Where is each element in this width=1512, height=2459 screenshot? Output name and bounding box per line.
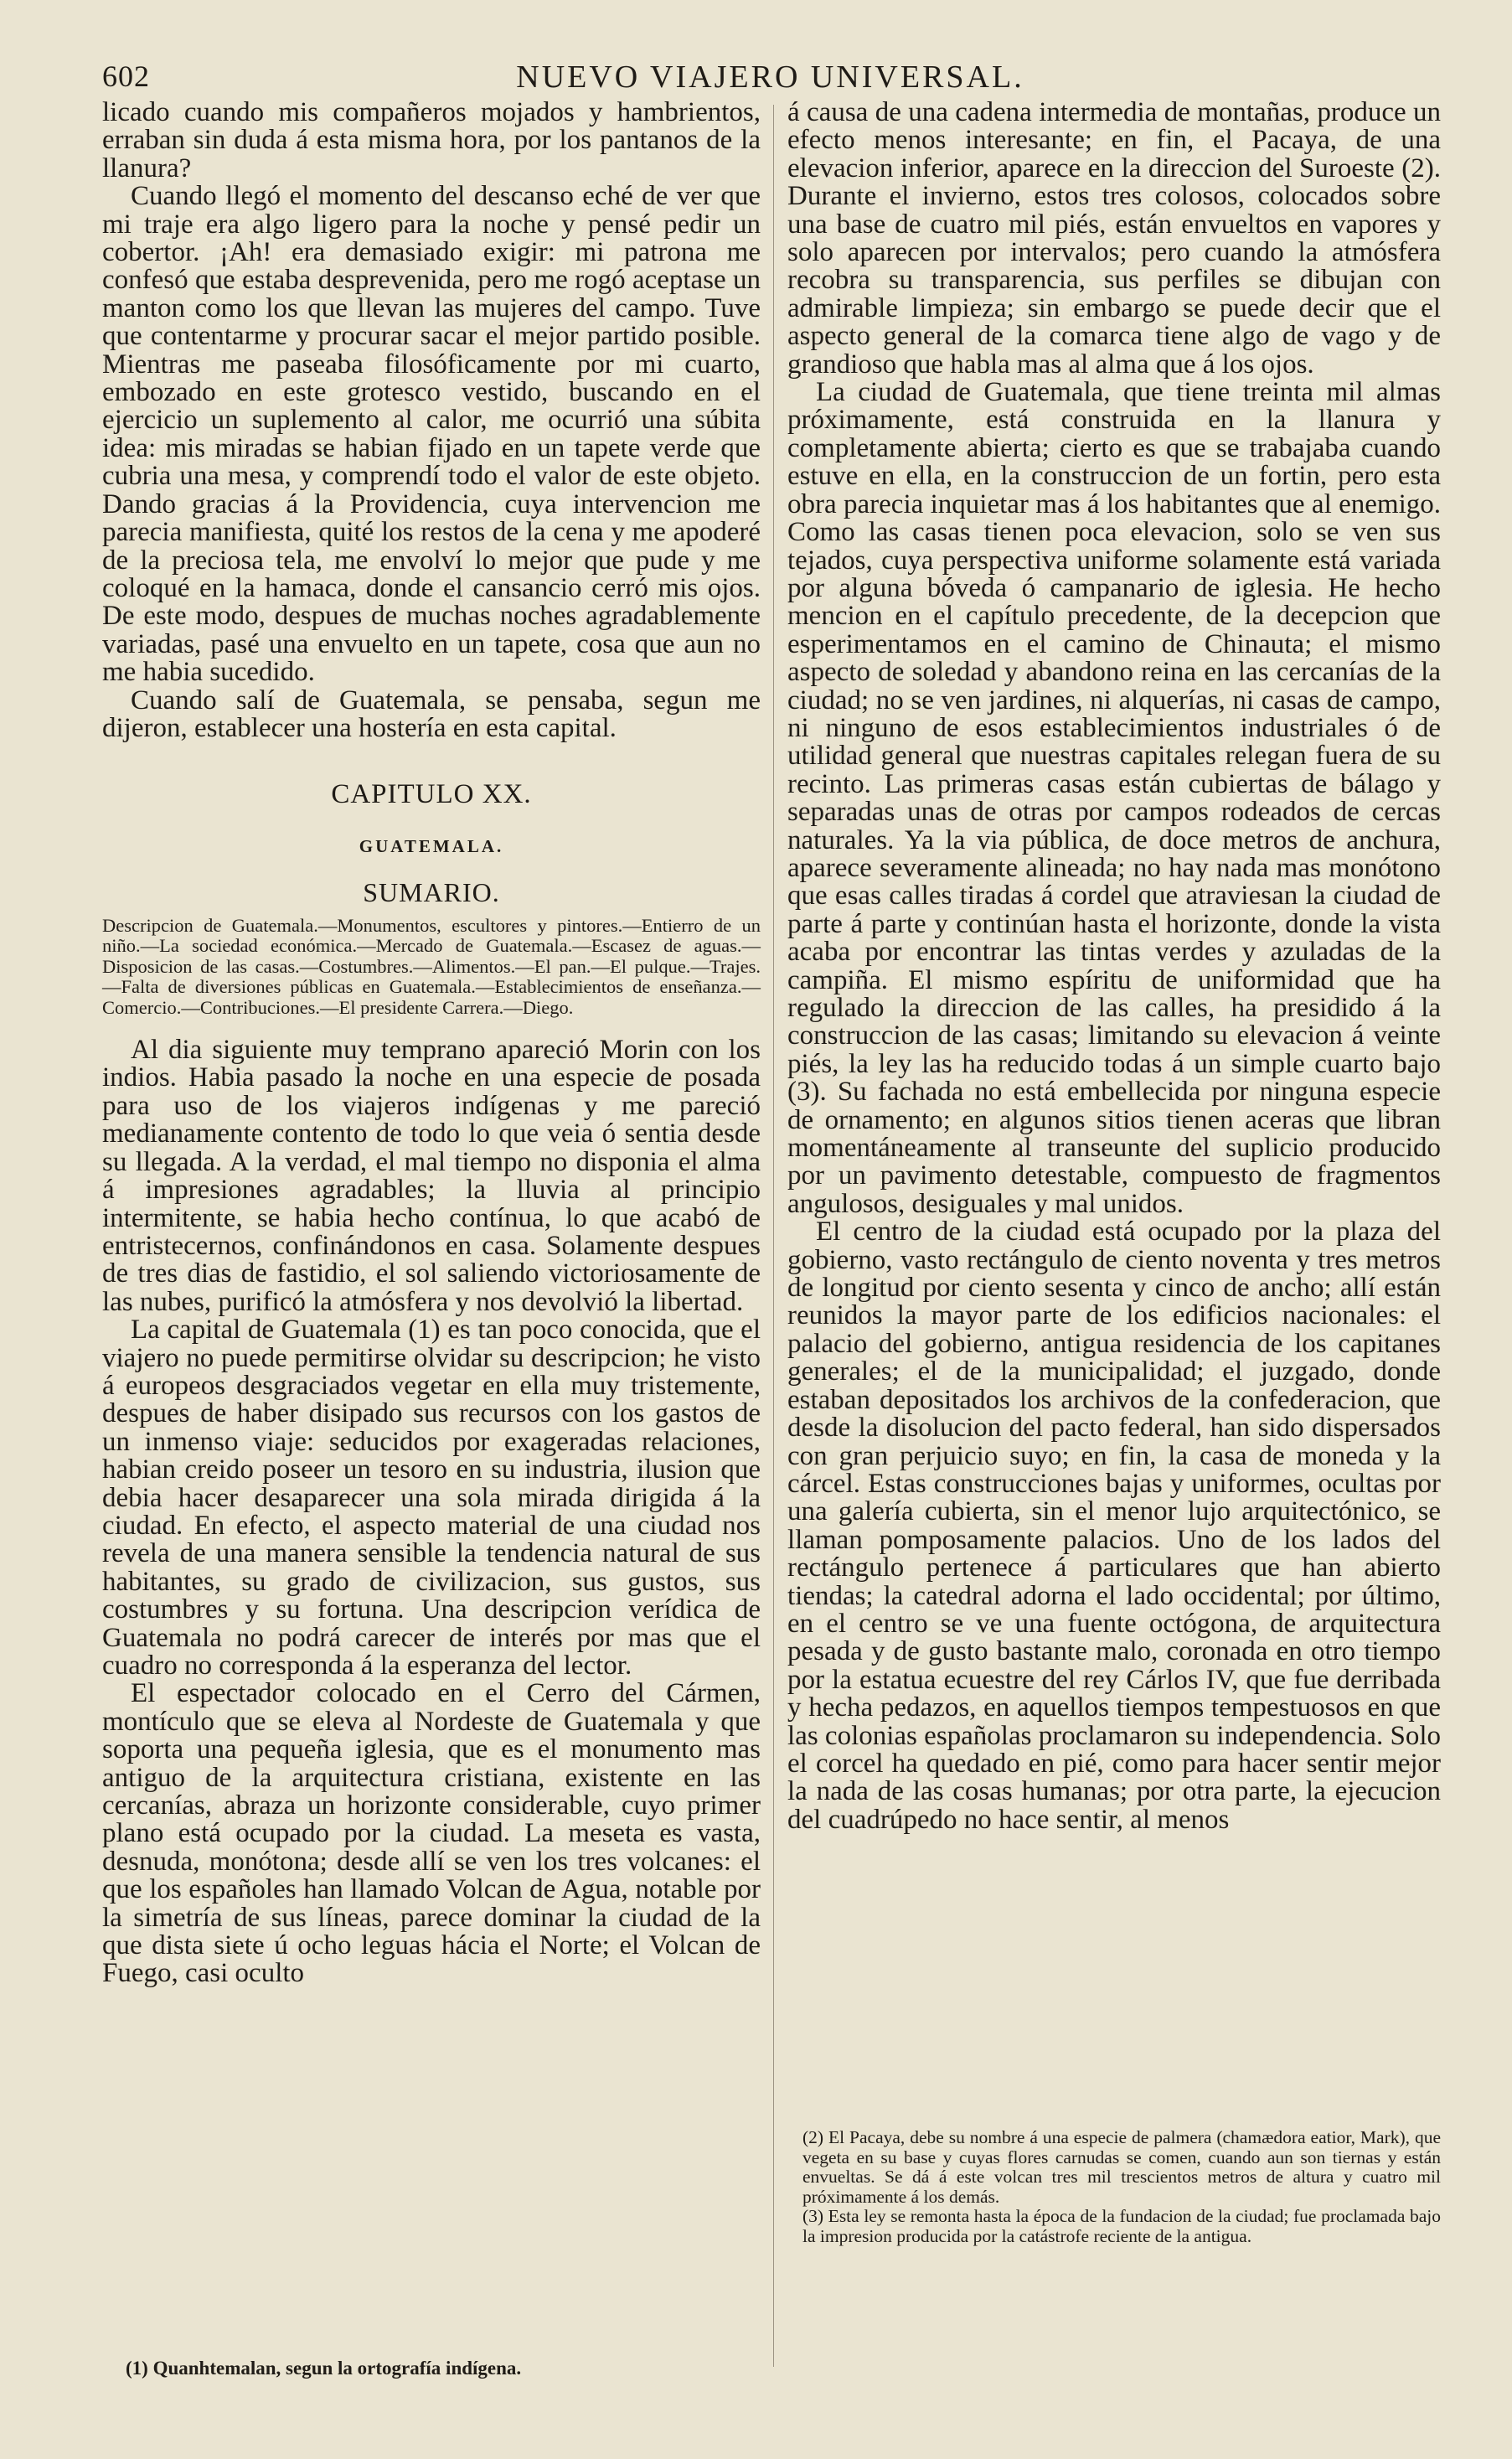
footnote: (1) Quanhtemalan, segun la ortografía indígena. <box>126 2358 522 2379</box>
right-column <box>787 99 1441 1834</box>
paragraph: á causa de una cadena intermedia de montañas, produce un efecto menos interesante; en fin, el Pacaya, de una elevacion inferior, aparece en la direccion del Suroeste (2). Durante el invierno, estos tres colosos, colocados sobre una base de cuatro mil piés, están envueltos en vapores y solo aparecen por intervalos; pero cuando la atmósfera recobra su transparencia, sus perfiles se dibujan con admirable limpieza; sin embargo se puede decir que el aspecto general de la comarca tiene algo de vago y de grandioso que habla mas al alma que á los ojos. <box>787 97 1441 380</box>
footnote: (3) Esta ley se remonta hasta la época de la fundacion de la ciudad; fue proclamada bajo la impresion producida por la catástrofe reciente de la antigua. <box>802 2206 1441 2246</box>
paragraph: licado cuando mis compañeros mojados y hambrientos, erraban sin duda á esta misma hora, por los pantanos de la llanura? <box>102 97 761 183</box>
paragraph: El centro de la ciudad está ocupado por la plaza del gobierno, vasto rectángulo de ciento noventa y tres metros de longitud por ciento sesenta y cinco de ancho; allí están reunidos la mayor parte de los edificios nacionales: el palacio del gobierno, antigua residencia de los capitanes generales; el de la municipalidad; el juzgado, donde estaban depositados los archivos de la confederacion, que desde la disolucion del pacto federal, han sido dispersados con gran perjuicio suyo; en fin, la casa de moneda y la cárcel. Estas construcciones bajas y uniformes, ocultas por una galería cubierta, sin el menor lujo arquitectónico, se llaman pomposamente palacios. Uno de los lados del rectángulo pertenece á particulares que han abierto tiendas; la catedral adorna el lado occidental; por último, en el centro se ve una fuente octógona, de arquitectura pesada y de gusto bastante malo, coronada en otro tiempo por la estatua ecuestre del rey Cárlos IV, que fue derribada y hecha pedazos, en aquellos tiempos tempestuosos en que las colonias españolas proclamaron su independencia. Solo el corcel ha quedado en pié, como para hacer sentir mejor la nada de las cosas humanas; por otra parte, la ejecucion del cuadrúpedo no hace sentir, al menos <box>787 1217 1441 1835</box>
sumario-heading: SUMARIO. <box>363 877 500 908</box>
paragraph: La capital de Guatemala (1) es tan poco conocida, que el viajero no puede permitirse olvidar su descripcion; he visto á europeos desgraciados vegetar en ella muy tristemente, despues de haber disipado sus recursos con los gastos de un inmenso viaje: seducidos por exageradas relaciones, habian creido poseer un tesoro en su industria, ilusion que debia hacer desaparecer una sola mirada dirigida á la ciudad. En efecto, el aspecto material de una ciudad nos revela de una manera sensible la tendencia natural de sus habitantes, su grado de civilizacion, sus gustos, sus costumbres y su fortuna. Una descripcion verídica de Guatemala no podrá carecer de interés por mas que el cuadro no corresponda á la esperanza del lector. <box>102 1315 761 1681</box>
footnote: (2) El Pacaya, debe su nombre á una especie de palmera (chamædora eatior, Mark), que vegeta en su base y cuyas flores carnudas se comen, cuando aun son tiernas y están envueltas. Se dá á este volcan tres mil trescientos metros de altura y cuatro mil próximamente á los demás. <box>802 2127 1441 2207</box>
paragraph: Al dia siguiente muy temprano apareció Morin con los indios. Habia pasado la noche en una especie de posada para uso de los viajeros indígenas y me pareció medianamente contento de todo lo que veia ó sentia desde su llegada. A la verdad, el mal tiempo no disponia el alma á impresiones agradables; la lluvia al principio intermitente, se habia hecho contínua, lo que acabó de entristecernos, confinándonos en casa. Solamente despues de tres dias de fastidio, el sol saliendo victoriosamente de las nubes, purificó la atmósfera y nos devolvió la libertad. <box>102 1035 761 1317</box>
paragraph: El espectador colocado en el Cerro del Cármen, montículo que se eleva al Nordeste de Guatemala y que soporta una pequeña iglesia, que es el monumento mas antiguo de la arquitectura cristiana, existente en las cercanías, abraza un horizonte considerable, cuyo primer plano está ocupado por la ciudad. La meseta es vasta, desnuda, monótona; desde allí se ven los tres volcanes: el que los españoles han llamado Volcan de Agua, notable por la simetría de sus líneas, parece dominar la ciudad de la que dista siete ú ocho leguas hácia el Norte; el Volcan de Fuego, casi oculto <box>102 1678 761 1989</box>
paragraph: Cuando llegó el momento del descanso eché de ver que mi traje era algo ligero para la noche y pensé pedir un cobertor. ¡Ah! era demasiado exigir: mi patrona me confesó que estaba desprevenida, pero me rogó aceptase un manton como los que llevan las mujeres del campo. Tuve que contentarme y procurar sacar el mejor partido posible. Mientras me paseaba filosóficamente por mi cuarto, embozado en este grotesco vestido, buscando en el ejercicio un suplemento al calor, me ocurrió una súbita idea: mis miradas se habian fijado en un tapete verde que cubria una mesa, y comprendí todo el valor de este objeto. Dando gracias á la Providencia, cuya intervencion me parecia manifiesta, quité los restos de la cena y me apoderé de la preciosa tela, me envolví lo mejor que pude y me coloqué en la hamaca, donde el cansancio cerró mis ojos. De este modo, despues de muchas noches agradablemente variadas, pasé una envuelto en un tapete, cosa que aun no me habia sucedido. <box>102 181 761 688</box>
running-title: NUEVO VIAJERO UNIVERSAL. <box>516 59 1024 95</box>
chapter-subtitle: GUATEMALA. <box>359 835 504 856</box>
column-divider <box>773 105 774 2367</box>
footnotes-right <box>802 2128 1441 2246</box>
page-header <box>102 59 1438 101</box>
sumario-text: Descripcion de Guatemala.—Monumentos, escultores y pintores.—Entierro de un niño.—La sociedad económica.—Mercado de Guatemala.—Escasez de aguas.—Disposicion de las casas.—Costumbres.—Alimentos.—El pan.—El pulque.—Trajes.—Falta de diversiones públicas en Guatemala.—Establecimientos de enseñanza.—Comercio.—Contribuciones.—El presidente Carrera.—Diego. <box>102 914 761 1018</box>
footnote-left <box>126 2358 762 2379</box>
paragraph: La ciudad de Guatemala, que tiene treinta mil almas próximamente, está construida en la llanura y completamente abierta; cierto es que se trabajaba cuando estuve en ella, en la construccion de un fortin, pero esta obra parecia inquietar mas á los habitantes que al enemigo. Como las casas tienen poca elevacion, solo se ven sus tejados, cuya perspectiva uniforme solamente está variada por alguna bóveda ó campanario de iglesia. He hecho mencion en el capítulo precedente, de la decepcion que esperimentamos en el camino de Chinauta; el mismo aspecto de soledad y abandono reina en las cercanías de la ciudad; no se ven jardines, ni alquerías, ni casas de campo, ni ninguno de esos establecimientos industriales ó de utilidad general que nuestras capitales relegan fuera de su recinto. Las primeras casas están cubiertas de bálago y separadas unas de otras por campos rodeados de cercas naturales. Ya la via pública, de doce metros de anchura, aparece severamente alineada; no hay nada mas monótono que esas calles tiradas á cordel que atraviesan la ciudad de parte á parte y continúan hasta el horizonte, donde la vista acaba por encontrar las tintas verdes y azuladas de la campiña. El mismo espíritu de uniformidad que ha regulado la direccion de las calles, ha presidido á la construccion de las casas; limitando su elevacion á veinte piés, la ley las ha reducido todas á un simple cuarto bajo (3). Su fachada no está embellecida por ninguna especie de ornamento; en algunos sitios tienen aceras que libran momentáneamente al transeunte del suplicio producido por un pavimento detestable, compuesto de fragmentos angulosos, desiguales y mal unidos. <box>787 377 1441 1219</box>
paragraph: Cuando salí de Guatemala, se pensaba, segun me dijeron, establecer una hostería en esta capital. <box>102 684 761 743</box>
page-number: 602 <box>102 59 150 93</box>
chapter-heading: CAPITULO XX. <box>331 779 532 810</box>
left-column <box>102 99 761 1988</box>
